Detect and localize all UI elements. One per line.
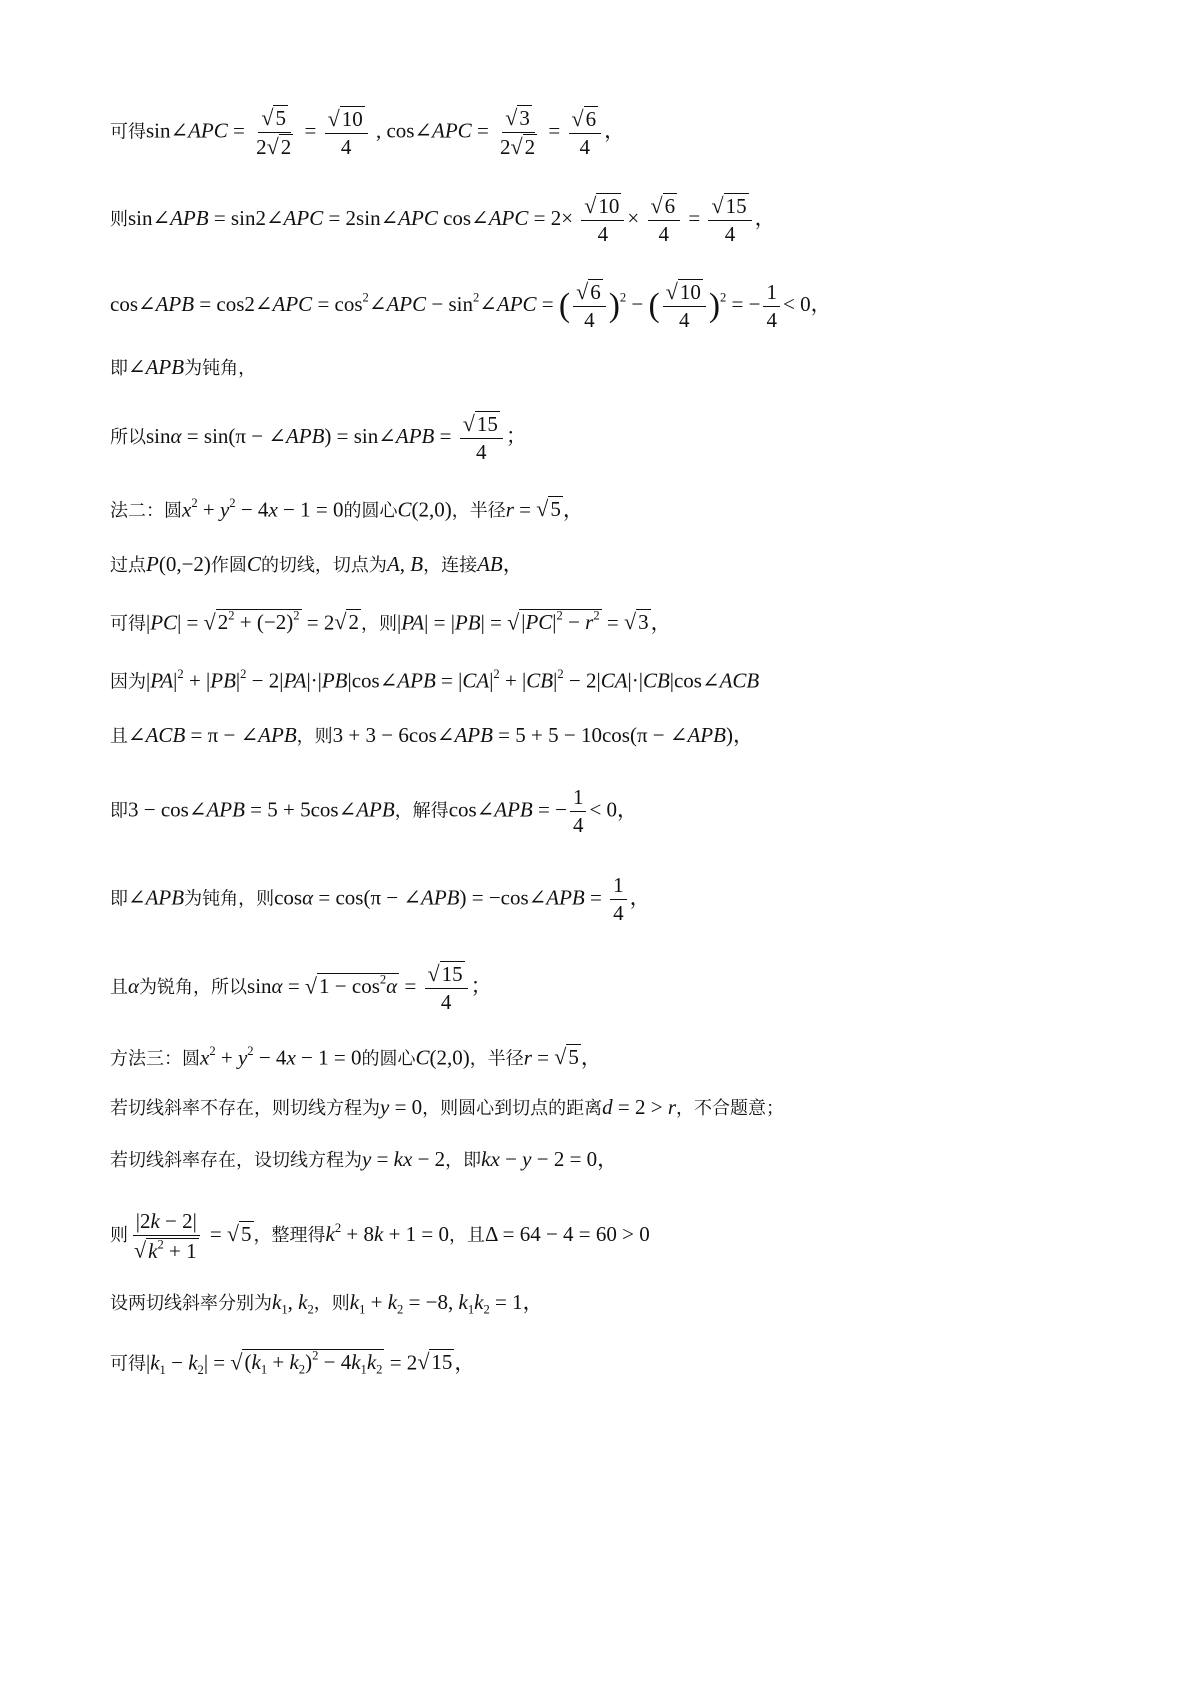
math-line: 若切线斜率不存在，则切线方程为y = 0，则圆心到切点的距离d = 2 > r，不合题意；	[110, 1095, 785, 1119]
math-line: 则sin∠APB = sin2∠APC = 2sin∠APC cos∠APC = 2× $\frac{√10}{4}$ × $\frac{√6}{4}$ = $\frac{√15}{4}$ ，	[110, 193, 776, 247]
math-line: cos∠APB = cos2∠APC = $\cos^2\angle APC$ − $\sin^2\angle APC$ = ( $\frac{√6}{4}$ )$^2$ − ( $\frac{√10}{4}$ )$^2$ = − $\frac{1}{4}$ < 0，	[110, 279, 832, 333]
math-line: 方法三：圆$x^2 + y^2 - 4x - 1 = 0$的圆心C(2,0)，半径r = √5，	[110, 1044, 602, 1070]
math-line: 即∠APB为钝角，则cosα = cos(π − ∠APB) = −cos∠APB = $\frac{1}{4}$ ，	[110, 873, 651, 926]
math-line: 过点P(0,−2)作圆C的切线，切点为A, B，连接AB，	[110, 552, 524, 576]
math-line: 且∠ACB = π − ∠APB，则3 + 3 − 6cos∠APB = 5 + 5 − 10cos(π − ∠APB)，	[110, 723, 754, 747]
math-line: 则 $\frac{|2k - 2|}{√k^2 + 1}$ = √5 ，整理得$k^2 + 8k + 1 = 0$，且Δ = 64 − 4 = 60 > 0	[110, 1209, 650, 1263]
math-line: 且α为锐角，所以$\sin\alpha = √1 - \cos^2\alpha$ = $\frac{√15}{4}$ ；	[110, 961, 492, 1015]
math-line: 可得$|PC| = √2^2 + (-2)^2 = 2√2$ ，则$|PA| = |PB| = √|PC|^2 - r^2 = √3$，	[110, 609, 672, 635]
math-line: 即3 − cos∠APB = 5 + 5cos∠APB，解得cos∠APB = − $\frac{1}{4}$ < 0，	[110, 785, 639, 838]
math-line: 即∠APB为钝角，	[110, 355, 257, 379]
math-line: 设两切线斜率分别为$k_1$, $k_2$，则$k_1 + k_2 = -8$, $k_1k_2 = 1$，	[110, 1290, 544, 1317]
math-line: 因为$|PA|^2 + |PB|^2$ − 2|PA|·|PB|cos∠APB = $|CA|^2 + |CB|^2$ − 2|CA|·|CB|cos∠ACB	[110, 667, 760, 693]
math-line: 法二：圆$x^2 + y^2 - 4x - 1 = 0$的圆心C(2,0)，半径r = √5，	[110, 496, 584, 522]
math-line: 可得sin∠APC = $\frac{√5}{2√2}$ = $\frac{√10}{4}$ , cos∠APC = $\frac{√3}{2√2}$ = $\frac{√6}{4}$ ，	[110, 105, 626, 160]
math-line: 可得$|k_1 - k_2| = √(k_1 + k_2)^2 - 4k_1k_2 = 2√15$，	[110, 1349, 476, 1377]
math-line: 若切线斜率存在，设切线方程为y = kx − 2，即kx − y − 2 = 0，	[110, 1147, 619, 1171]
math-line: 所以sinα = sin(π − ∠APB) = sin∠APB = $\frac{√15}{4}$ ；	[110, 411, 527, 465]
